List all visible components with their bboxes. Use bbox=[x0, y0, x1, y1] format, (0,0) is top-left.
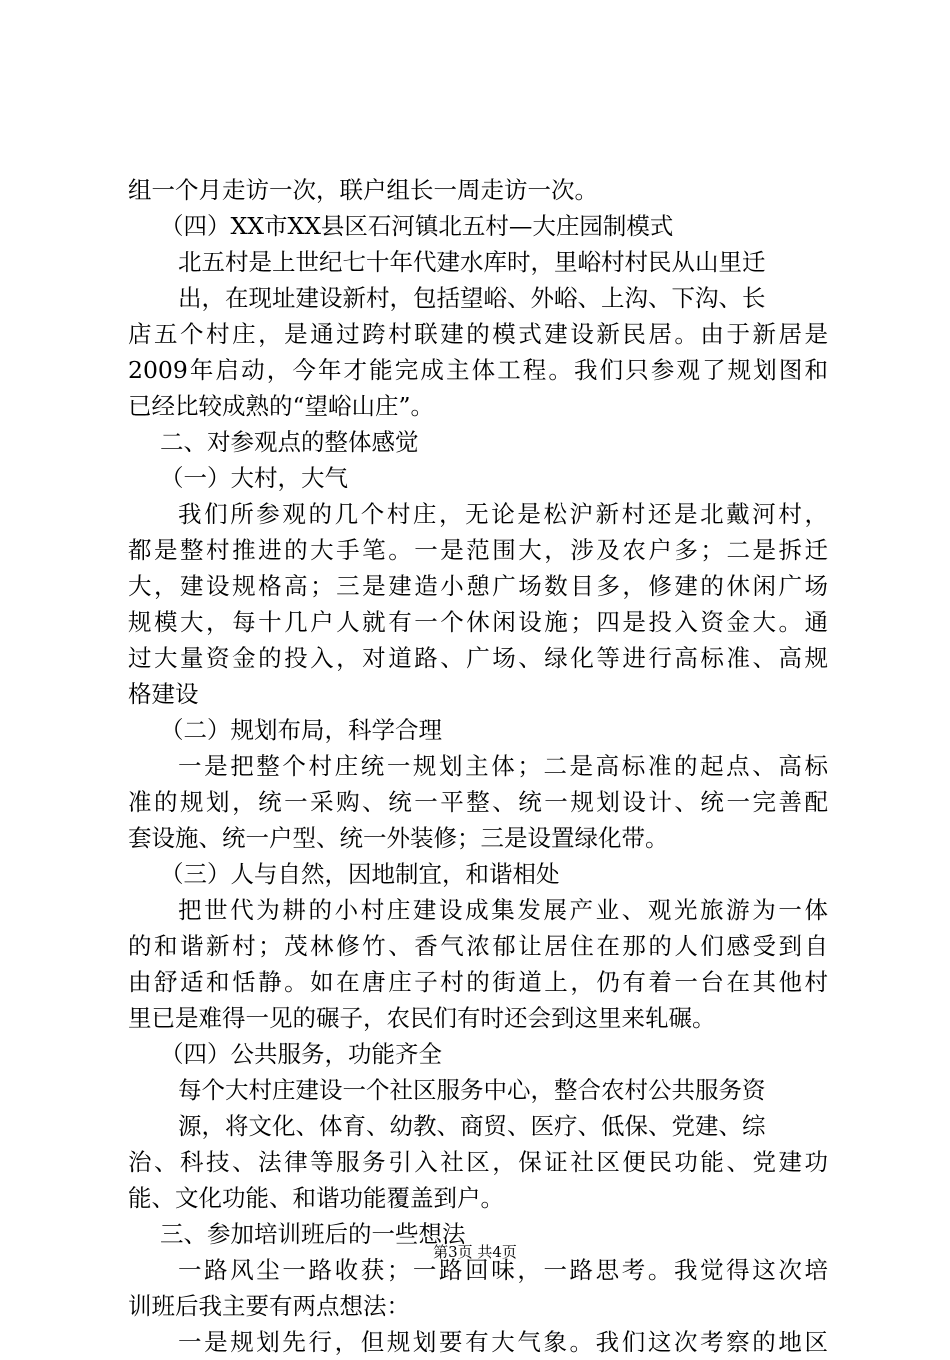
text-line: 过大量资金的投入，对道路、广场、绿化等进行高标准、高规 bbox=[128, 644, 828, 672]
text-line: （四）公共服务，功能齐全 bbox=[160, 1040, 442, 1068]
text-line: （二）规划布局，科学合理 bbox=[160, 716, 442, 744]
text-line: 我们所参观的几个村庄，无论是松沪新村还是北戴河村， bbox=[178, 500, 828, 528]
text-line: 三、参加培训班后的一些想法 bbox=[160, 1220, 466, 1248]
text-line: 出，在现址建设新村，包括望峪、外峪、上沟、下沟、长 bbox=[178, 284, 766, 312]
text-line: 里已是难得一见的碾子，农民们有时还会到这里来轧碾。 bbox=[128, 1004, 716, 1032]
text-line: 训班后我主要有两点想法： bbox=[128, 1292, 410, 1320]
text-line: 一是规划先行，但规划要有大气象。我们这次考察的地区 bbox=[178, 1328, 828, 1356]
document-body bbox=[128, 172, 828, 1360]
text-line: 治、科技、法律等服务引入社区，保证社区便民功能、党建功 bbox=[128, 1148, 828, 1176]
text-line: 已经比较成熟的“望峪山庄”。 bbox=[128, 392, 435, 420]
text-line: 都是整村推进的大手笔。一是范围大，涉及农户多；二是拆迁 bbox=[128, 536, 828, 564]
text-line: 套设施、统一户型、统一外装修；三是设置绿化带。 bbox=[128, 824, 669, 852]
page-footer: 第3页 共4页 bbox=[433, 1243, 517, 1261]
text-line: 北五村是上世纪七十年代建水库时，里峪村村民从山里迁 bbox=[178, 248, 766, 276]
text-line: 大，建设规格高；三是建造小憩广场数目多，修建的休闲广场 bbox=[128, 572, 828, 600]
text-line: 源，将文化、体育、幼教、商贸、医疗、低保、党建、综 bbox=[178, 1112, 766, 1140]
text-line: 的和谐新村；茂林修竹、香气浓郁让居住在那的人们感受到自 bbox=[128, 932, 828, 960]
text-line: 把世代为耕的小村庄建设成集发展产业、观光旅游为一体 bbox=[178, 896, 828, 924]
text-line: 每个大村庄建设一个社区服务中心，整合农村公共服务资 bbox=[178, 1076, 766, 1104]
text-line: （三）人与自然，因地制宜，和谐相处 bbox=[160, 860, 560, 888]
text-line: 准的规划，统一采购、统一平整、统一规划设计、统一完善配 bbox=[128, 788, 828, 816]
text-line: 能、文化功能、和谐功能覆盖到户。 bbox=[128, 1184, 504, 1212]
text-line: 店五个村庄，是通过跨村联建的模式建设新民居。由于新居是 bbox=[128, 320, 828, 348]
text-line: 一路风尘一路收获；一路回味，一路思考。我觉得这次培 bbox=[178, 1256, 828, 1284]
text-line: 二、对参观点的整体感觉 bbox=[160, 428, 419, 456]
text-line: 格建设 bbox=[128, 680, 199, 708]
text-line: （一）大村，大气 bbox=[160, 464, 348, 492]
text-line: 2009年启动，今年才能完成主体工程。我们只参观了规划图和 bbox=[128, 356, 828, 384]
text-line: 一是把整个村庄统一规划主体；二是高标准的起点、高标 bbox=[178, 752, 828, 780]
text-line: 由舒适和恬静。如在唐庄子村的街道上，仍有着一台在其他村 bbox=[128, 968, 828, 996]
text-line: （四）XX市XX县区石河镇北五村—大庄园制模式 bbox=[160, 212, 674, 240]
text-line: 组一个月走访一次，联户组长一周走访一次。 bbox=[128, 176, 598, 204]
text-line: 规模大，每十几户人就有一个休闲设施；四是投入资金大。通 bbox=[128, 608, 828, 636]
